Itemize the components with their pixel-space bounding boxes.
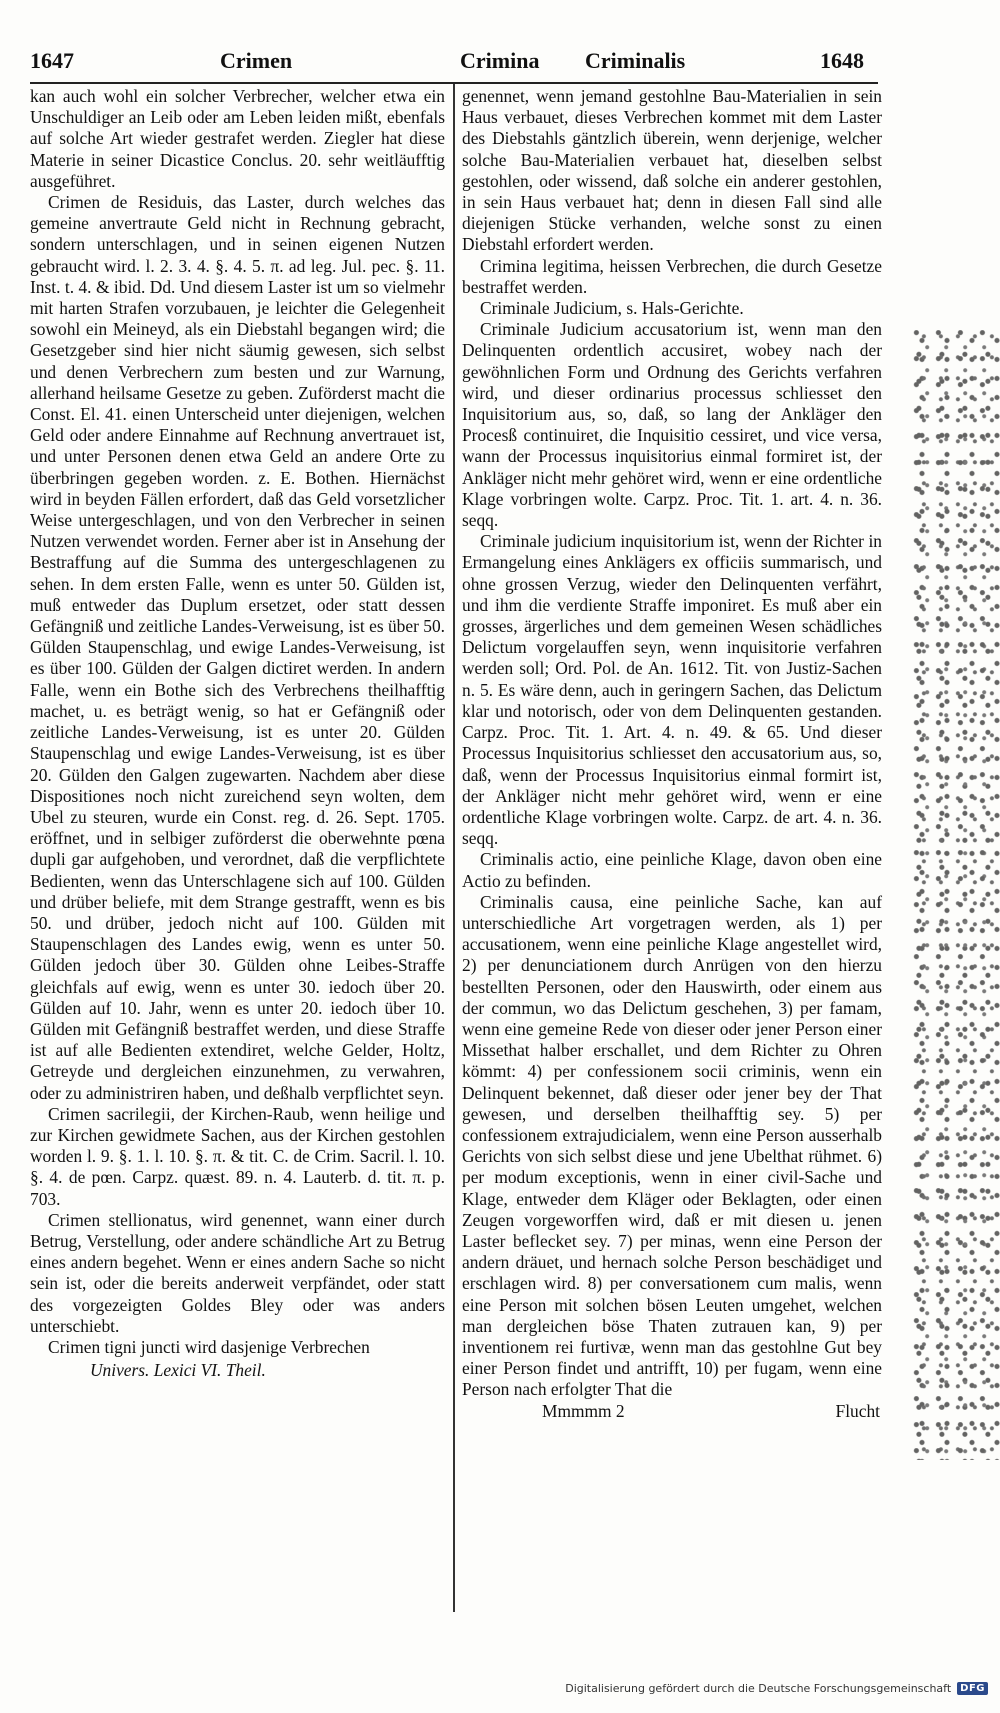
signature-row — [462, 1401, 882, 1422]
running-title-left: Crimen — [220, 48, 293, 73]
running-title-center: Crimina — [460, 48, 540, 73]
right-column — [462, 86, 882, 1422]
entry-crimen-stellionatus: Crimen stellionatus, wird genennet, wann einer durch Betrug, Verstellung, oder andere schändliche Art zu Betrug eines andern begehet. Wenn er eines andern Sache so nicht sein ist, oder die bereits anderweit verpfändet, oder statt des vorgezeigten Goldes Bley oder was anders unterschiebt. — [30, 1209, 445, 1336]
signature-mark: Mmmmm 2 — [542, 1400, 625, 1421]
paragraph: kan auch wohl ein solcher Verbrecher, welcher etwa ein Unschuldiger an Leib oder am Leben leiden mißt, ebenfals auf solche Art wieder gestrafet werden. Ziegler hat diese Materie in seiner Dicastice Conclus. 20. sehr weitläufftig ausgeführet. — [30, 86, 445, 191]
entry-crimen-de-residuis: Crimen de Residuis, das Laster, durch welches das gemeine anvertraute Geld nicht in Rechnung gebracht, sondern unterschlagen, und in seinen eigenen Nutzen gebraucht wird. l. 2. 3. 4. §. 4. 5. π. ad leg. Jul. pec. §. 11. Inst. t. 4. & ibid. Dd. Und diesem Laster ist um so vielmehr mit harten Strafen vorzubauen, je leichter die Gelegenheit sowohl ein Meineyd, als ein Diebstahl begangen wird; die Gesetzgeber sind hier nicht säumig gewesen, sich selbst und denen Verbrechern zum besten und zur Warnung, allerhand heilsame Gesetze zu geben. Zuförderst macht die Const. El. 41. einen Unterscheid unter diejenigen, welchen Geld oder andere Einnahme auf Rechnung anvertrauet ist, und unter Personen denen etwa Geld an andere Orte zu überbringen gegeben worden. z. E. Bothen. Hiernächst wird in beyden Fällen erfordert, daß das Geld vorsetzlicher Weise untergeschlagen, und von den Verbrecher in seinen Nutzen verwendet worden. Ferner aber ist in Ansehung der Bestraffung auf die Summa des untergeschlagenen zu sehen. In dem ersten Falle, wenn es unter 50. Gülden ist, muß entweder das Duplum ersetzet, oder statt dessen Gefängniß und zeitliche Landes-Verweisung, ist es über 50. Gülden Staupenschlag, und ewige Landes-Verweisung, ist es über 100. Gülden der Galgen dictiret werden. In andern Falle, wenn ein Bothe sich des Verbrechens theilhafftig machet, u. es beträgt wenig, so hat er Gefängniß oder zeitliche Landes-Verweisung, ist es unter 20. Gülden Staupenschlag und ewige Landes-Verweisung, ist es über 20. Gülden den Galgen zugewarten. Nachdem aber diese Dispositiones noch nicht zureichend seyn wolten, dem Ubel zu steuren, wurde ein Const. reg. d. 26. Sept. 1705. eröffnet, und in selbiger zuförderst die oberwehnte pœna dupli gar aufgehoben, und verordnet, daß die verpflichtete Bedienten, wenn das Unterschlagene sich auf 100. Gülden und drüber beliefe, mit dem Strange gestrafft, wenn es bis 50. und drüber, jedoch nicht auf 100. Gülden mit Staupenschlagen des Landes ewig, wenn es unter 50. Gülden jedoch über 30. Gülden ohne Leibes-Straffe gleichfals auf ewig, wenn es unter 30. iedoch über 20. Gülden auf 10. Jahr, wenn es unter 20. iedoch über 10. Gülden mit Gefängniß bestraffet werden, und diese Straffe ist auf alle Bedienten extendiret, welche Gelder, Holtz, Getreyde und dergleichen einzunehmen, zu verwahren, oder zu administriren haben, und deßhalb verpflichtet seyn. — [30, 192, 445, 1103]
paragraph: genennet, wenn jemand gestohlne Bau-Materialien in sein Haus verbauet, dieses Verbrechen kommet mit dem Laster des Diebstahls gäntzlich überein, wenn derjenige, welcher solche Bau-Materialien verbauet hat, dieselben selbst gestohlen, oder wissend, daß solche ein anderer gestohlen, in sein Haus verbauet hat; denn in diesen Fall sind alle diejenigen Stücke verhanden, welche sonst zu einen Diebstahl erfordert werden. — [462, 86, 882, 255]
entry-crimen-tigni-juncti: Crimen tigni juncti wird dasjenige Verbrechen — [48, 1336, 370, 1357]
entry-crimina-legitima: Crimina legitima, heissen Verbrechen, die durch Gesetze bestraffet werden. — [462, 255, 882, 297]
entry-criminalis-causa: Criminalis causa, eine peinliche Sache, kan auf unterschiedliche Art vorgetragen werden, als 1) per accusationem, wenn eine peinliche Klage angestellet wird, 2) per denunciationem durch Anrügen von den hierzu bestellten Personen, oder den Hauswirth, oder einem aus der commun, wo das Delictum geschehen, 3) per famam, wenn eine gemeine Rede von dieser oder jener Person einer Missethat halber erschallet, und dem Richter zu Ohren kömmt: 4) per confessionem socii criminis, wenn ein Delinquent bekennet, daß dieser oder jener bey der That gewesen, und derselben theilhafftig sey. 5) per confessionem extrajudicialem, wenn eine Person ausserhalb Gerichts von sich selbst diese und jene Ubelthat rühmet. 6) per modum exceptionis, wenn in einer civil-Sache und Klage, entweder dem Kläger oder Beklagten, oder einen Zeugen vorgeworffen wird, daß er mit diesen u. jenen Laster beflecket sey. 7) per minas, wenn eine Person der andern dräuet, und hernach solche Person beschädiget und erschlagen wird. 8) per conversationem cum malis, wenn eine Person mit solchen bösen Leuten umgehet, welchen man dergleichen böse Thaten zutrauen kan, 9) per inventionem rei furtivæ, wenn man das gestohlne Gut bey einer Person findet und antrifft, 10) per fugam, wenn eine Person nach erfolgter That die — [462, 891, 882, 1400]
catchword: Flucht — [835, 1400, 880, 1421]
entry-judicium-inquisitorium: Criminale judicium inquisitorium ist, wenn der Richter in Ermangelung eines Anklägers ex officiis summarisch, und ohne grossen Verzug, wieder den Delinquenten verfährt, und ihm die verdiente Straffe imponiret. Es muß aber ein grosses, ärgerliches und dem gemeinen Wesen schädliches Delictum vorgelauffen seyn, wenn inquisitorie verfahren werden soll; Ord. Pol. de An. 1612. Tit. von Justiz-Sachen n. 5. Es wäre denn, auch in geringern Sachen, das Delictum klar und notorisch, oder von dem Delinquenten gestanden. Carpz. Proc. Tit. 1. Art. 4. n. 49. & 65. Und dieser Processus Inquisitorius schliesset den accusatorium aus, so, daß, wenn der Processus Inquisitorius einmal formirt ist, der Ankläger nicht mehr gehöret wird, wenn er eine ordentliche Klage vorbringen wolte. Carpz. de art. 4. n. 36. seqq. — [462, 531, 882, 849]
entry-crimen-sacrilegii: Crimen sacrilegii, der Kirchen-Raub, wenn heilige und zur Kirchen gewidmete Sachen, aus der Kirchen gestohlen worden l. 9. §. 1. l. 10. §. π. & tit. C. de Crim. Sacril. l. 10. §. 4. de pœn. Carpz. quæst. 89. n. 4. Lauterb. d. tit. π. p. 703. — [30, 1103, 445, 1209]
digitization-credit — [565, 1682, 988, 1695]
credit-text: Digitalisierung gefördert durch die Deutsche Forschungsgemeinschaft — [565, 1682, 952, 1695]
column-divider — [453, 84, 455, 1612]
entry-criminale-judicium: Criminale Judicium, s. Hals-Gerichte. — [480, 298, 744, 319]
entry-judicium-accusatorium: Criminale Judicium accusatorium ist, wenn man den Delinquenten ordentlich accusiret, wobey nach der gewöhnlichen Form und Ordnung des Gerichts verfahren wird, und dieser ordinarius processus schliesset den Inquisitorium aus, so, daß, so lang der Ankläger den Procesß continuiret, die Inquisitio cessiret, und vice versa, wann der Processus inquisitorius einmal formiret ist, der Ankläger nicht mehr gehöret wird, wenn er eine ordentliche Klage vorbringen wolte. Carpz. Proc. Tit. 1. art. 4. n. 36. seqq. — [462, 319, 882, 531]
page-number-left: 1647 — [30, 48, 74, 73]
page-number-right: 1648 — [820, 48, 864, 73]
volume-footer: Univers. Lexici VI. Theil. — [90, 1360, 266, 1381]
page-header — [30, 48, 875, 82]
left-column — [30, 86, 445, 1381]
entry-criminalis-actio: Criminalis actio, eine peinliche Klage, davon oben eine Actio zu befinden. — [462, 849, 882, 891]
dfg-logo-icon: DFG — [957, 1682, 988, 1695]
scan-speckle — [912, 330, 1000, 1460]
running-title-right: Criminalis — [585, 48, 686, 73]
